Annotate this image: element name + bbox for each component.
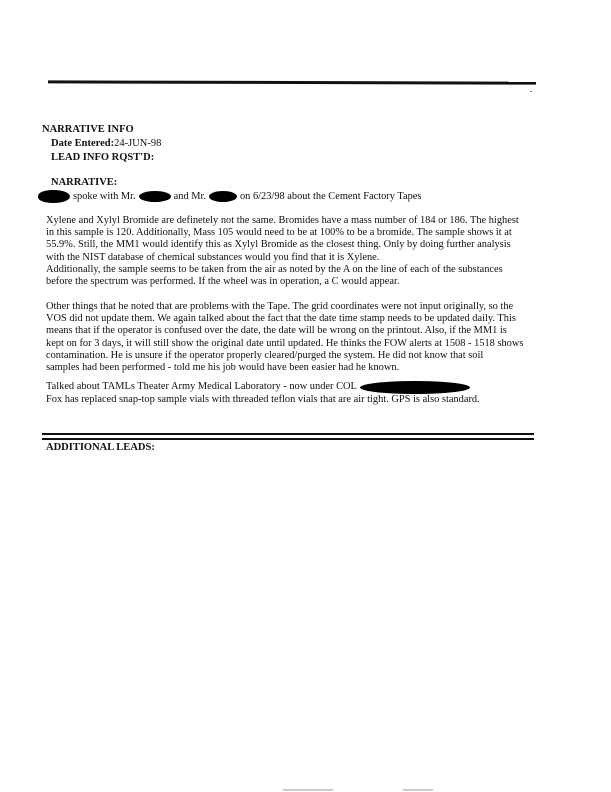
narrative-title: NARRATIVE: — [51, 177, 118, 188]
tamls-text: Talked about TAMLs Theater Army Medical Laboratory - now under COL — [46, 381, 357, 393]
narrative-intro — [38, 190, 421, 203]
narrative-paragraph-1 — [46, 215, 546, 288]
intro-text-2: and Mr. — [173, 191, 206, 202]
paragraph-line: contamination. He is unsure if the operator properly cleared/purged the system. He did not know that soil — [46, 349, 484, 361]
paragraph-line: 55.9%. Still, the MM1 would identify this as Xylyl Bromide as the closest thing. Only by doing further analysis — [46, 239, 511, 251]
paragraph-line: kept on for 3 days, it will still show the original date until updated. He thinks the FOW alerts at 1508 - 1518 shows — [46, 337, 524, 349]
date-entered-label: Date Entered: — [51, 138, 115, 149]
paragraph-line: with the NIST database of chemical substances would you find that it is Xylene. — [46, 251, 380, 263]
divider-upper — [42, 433, 534, 435]
paragraph-line: Additionally, the sample seems to be taken from the air as noted by the A on the line of each of the substances — [46, 263, 503, 275]
scan-artifact — [403, 789, 433, 791]
paragraph-line: in this sample is 120. Additionally, Mass 105 would need to be at 100% to be a bromide. The sample shows it at — [46, 227, 512, 239]
top-divider — [48, 80, 536, 84]
additional-leads-title: ADDITIONAL LEADS: — [46, 442, 155, 453]
paragraph-line: samples had been performed - told me his job would have been easier had he known. — [46, 362, 400, 374]
divider-lower — [42, 438, 534, 440]
paragraph-line: Other things that he noted that are problems with the Tape. The grid coordinates were not input originally, so the — [46, 301, 514, 312]
redaction-block — [360, 381, 470, 394]
intro-text-3: on 6/23/98 about the Cement Factory Tapes — [239, 191, 422, 202]
narrative-paragraph-3 — [46, 381, 546, 406]
paragraph-line: Xylene and Xylyl Bromide are definetely not the same. Bromides have a mass number of 184 or 186. The highest — [46, 215, 519, 226]
narrative-paragraph-2 — [46, 301, 546, 374]
paragraph-line: before the spectrum was performed. If the wheel was in operation, a C would appear. — [46, 276, 400, 288]
paragraph-line: Fox has replaced snap-top sample vials with threaded teflon vials that are air tight. GPS is also standard. — [46, 394, 480, 405]
section-title: NARRATIVE INFO — [42, 124, 134, 135]
scan-artifact — [283, 789, 333, 791]
redaction-block — [209, 191, 237, 202]
redaction-block — [38, 190, 70, 203]
lead-info-label: LEAD INFO RQST'D: — [51, 152, 155, 163]
redaction-block — [139, 191, 171, 202]
date-entered-value: 24-JUN-98 — [114, 138, 162, 149]
intro-text-1: spoke with Mr. — [73, 191, 136, 202]
date-entered-row — [51, 138, 161, 149]
scan-speck — [530, 91, 532, 92]
paragraph-line: VOS did not update them. We again talked about the fact that the date time stamp needs to be updated daily. This — [46, 313, 516, 325]
paragraph-line: means that if the operator is confused over the date, the date will be wrong on the printout. Also, if the MM1 is — [46, 325, 507, 337]
paragraph-line — [46, 381, 546, 394]
